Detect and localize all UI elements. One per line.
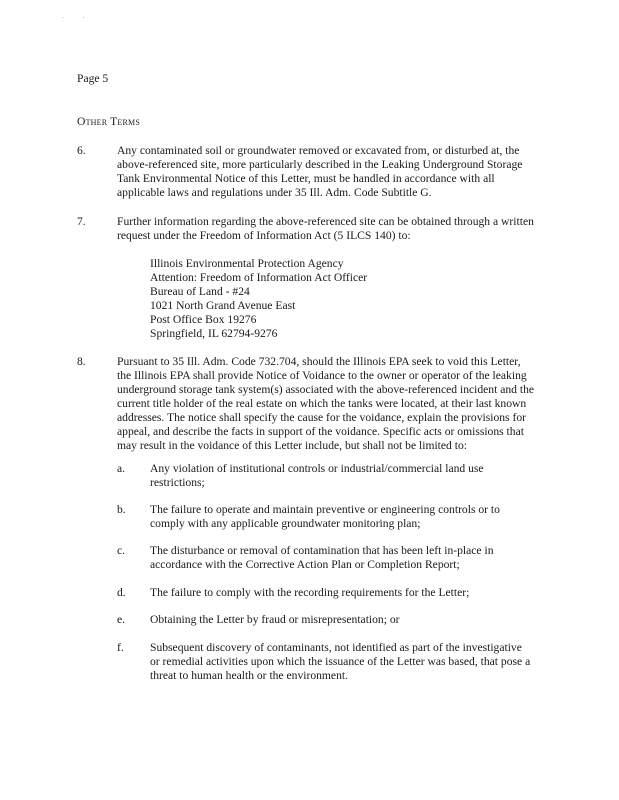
paragraph-line: request under the Freedom of Information Act (5 ILCS 140) to: xyxy=(117,229,411,242)
subitem-line: Subsequent discovery of contaminants, not identified as part of the investigative xyxy=(150,641,522,654)
subitem-line: Obtaining the Letter by fraud or misrepresentation; or xyxy=(150,613,400,626)
paragraph-line: current title holder of the real estate on which the tanks were located, at their last known xyxy=(117,397,527,410)
subitem-line: The disturbance or removal of contamination that has been left in-place in xyxy=(150,544,494,557)
paragraph-line: Further information regarding the above-referenced site can be obtained through a written xyxy=(117,215,534,228)
address-line: Illinois Environmental Protection Agency xyxy=(150,257,344,270)
item-number: 8. xyxy=(77,355,86,368)
section-title: Other Terms xyxy=(77,115,141,128)
subitem-letter: e. xyxy=(117,613,126,626)
paragraph-line: Any contaminated soil or groundwater removed or excavated from, or disturbed at, the xyxy=(117,144,520,157)
paragraph-line: applicable laws and regulations under 35 Ill. Adm. Code Subtitle G. xyxy=(117,186,432,199)
subitem-letter: a. xyxy=(117,462,126,475)
subitem-line: The failure to operate and maintain preventive or engineering controls or to xyxy=(150,503,500,516)
address-line: Bureau of Land - #24 xyxy=(150,285,250,298)
subitem-letter: f. xyxy=(117,641,124,654)
item-number: 6. xyxy=(77,144,86,157)
subitem-line: The failure to comply with the recording requirements for the Letter; xyxy=(150,586,470,599)
page-label: Page 5 xyxy=(77,72,109,85)
subitem-line: accordance with the Corrective Action Plan or Completion Report; xyxy=(150,558,460,571)
paragraph-line: the Illinois EPA shall provide Notice of Voidance to the owner or operator of the leaking xyxy=(117,369,527,382)
paragraph-line: addresses. The notice shall specify the cause for the voidance, explain the provisions for xyxy=(117,411,526,424)
address-line: Attention: Freedom of Information Act Officer xyxy=(150,271,368,284)
paragraph-line: may result in the voidance of this Letter include, but shall not be limited to: xyxy=(117,439,467,452)
subitem-letter: d. xyxy=(117,586,126,599)
address-line: 1021 North Grand Avenue East xyxy=(150,299,296,312)
paragraph-line: underground storage tank system(s) associated with the above-referenced incident and the xyxy=(117,383,535,396)
subitem-letter: c. xyxy=(117,544,126,557)
scan-specks: . . xyxy=(62,14,94,20)
address-line: Post Office Box 19276 xyxy=(150,313,257,326)
paragraph-line: Tank Environmental Notice of this Letter, must be handled in accordance with all xyxy=(117,172,495,185)
subitem-line: Any violation of institutional controls or industrial/commercial land use xyxy=(150,462,484,475)
paragraph-line: Pursuant to 35 Ill. Adm. Code 732.704, should the Illinois EPA seek to void this Letter, xyxy=(117,355,521,368)
address-line: Springfield, IL 62794-9276 xyxy=(150,327,278,340)
paragraph-line: above-referenced site, more particularly described in the Leaking Underground Storage xyxy=(117,158,523,171)
subitem-line: comply with any applicable groundwater monitoring plan; xyxy=(150,517,421,530)
subitem-line: restrictions; xyxy=(150,476,205,489)
item-number: 7. xyxy=(77,215,86,228)
paragraph-line: appeal, and describe the facts in support of the voidance. Specific acts or omissions that xyxy=(117,425,524,438)
subitem-line: or remedial activities upon which the issuance of the Letter was based, that pose a xyxy=(150,655,531,668)
subitem-letter: b. xyxy=(117,503,126,516)
subitem-line: threat to human health or the environment. xyxy=(150,669,348,682)
